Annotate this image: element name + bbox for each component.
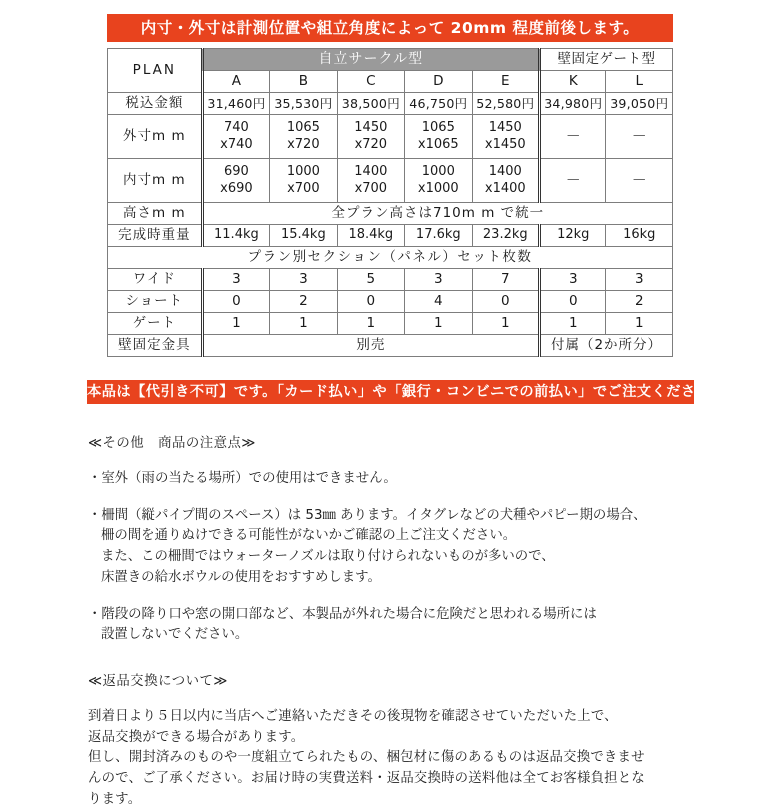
price-a: 31,460円: [202, 93, 269, 115]
table-row-weight: [108, 225, 673, 247]
returns-line-1: 到着日より５日以内に当店へご連絡いただきその後現物を確認させていただいた上で、: [88, 708, 618, 724]
note-hazard-line-2: 設置しないでください。: [101, 627, 249, 643]
short-c: 0: [337, 291, 404, 313]
inner-b-line1: 1000: [286, 164, 320, 180]
payment-restriction-banner: 本品は【代引き不可】です。「カード払い」や「銀行・コンビニでの前払い」でご注文ください。: [87, 380, 694, 404]
inner-a-line2: x690: [220, 180, 253, 196]
plan-col-l: L: [606, 71, 673, 93]
plan-col-d: D: [405, 71, 472, 93]
inner-a-line1: 690: [223, 164, 249, 180]
row-label-wide: ワイド: [108, 269, 203, 291]
weight-k: 12kg: [540, 225, 606, 247]
plan-col-k: K: [540, 71, 606, 93]
note-item-placement-hazard: [88, 605, 748, 647]
outer-a-line2: x740: [220, 136, 253, 152]
gate-b: 1: [270, 313, 337, 335]
weight-b: 15.4kg: [270, 225, 337, 247]
gate-l: 1: [606, 313, 673, 335]
plan-col-a: A: [202, 71, 269, 93]
price-l: 39,050円: [606, 93, 673, 115]
outer-b-line2: x720: [287, 136, 320, 152]
bracket-wall-value: 付属（2か所分）: [540, 335, 673, 357]
outer-d-line2: x1065: [417, 136, 459, 152]
inner-e-line1: 1400: [488, 164, 522, 180]
short-e: 0: [472, 291, 539, 313]
returns-line-3: 但し、開封済みのものや一度組立てられたもの、梱包材に傷のあるものは返品交換できませ: [88, 750, 645, 766]
table-row-outer-dimensions: [108, 115, 673, 159]
short-l: 2: [606, 291, 673, 313]
outer-c-line1: 1450: [354, 120, 388, 136]
plan-col-b: B: [270, 71, 337, 93]
row-label-gate: ゲート: [108, 313, 203, 335]
outer-b: [270, 115, 337, 159]
inner-c-line2: x700: [354, 180, 388, 196]
outer-d-line1: 1065: [421, 120, 455, 136]
price-c: 38,500円: [337, 93, 404, 115]
note-gap-line-1: ・柵間（縦パイプ間のスペース）は 53㎜ あります。イタグレなどの犬種やパピー期の場合、: [88, 507, 647, 523]
table-row-gate: [108, 313, 673, 335]
inner-c-line1: 1400: [354, 164, 388, 180]
row-label-weight: 完成時重量: [108, 225, 203, 247]
inner-d-line2: x1000: [417, 180, 459, 196]
notes-returns-heading: ≪返品交換について≫: [88, 674, 228, 690]
gate-d: 1: [405, 313, 472, 335]
bracket-plan-value: 別売: [202, 335, 539, 357]
row-label-short: ショート: [108, 291, 203, 313]
outer-k: －: [540, 115, 606, 159]
wide-d: 3: [405, 269, 472, 291]
row-label-height: 高さm m: [108, 203, 203, 225]
gate-a: 1: [202, 313, 269, 335]
outer-e-line2: x1450: [484, 136, 526, 152]
outer-l: －: [606, 115, 673, 159]
inner-d-line1: 1000: [421, 164, 455, 180]
table-row-inner-dimensions: [108, 159, 673, 203]
weight-d: 17.6kg: [405, 225, 472, 247]
plan-col-e: E: [472, 71, 539, 93]
short-b: 2: [270, 291, 337, 313]
note-gap-line-4: 床置きの給水ボウルの使用をおすすめします。: [101, 569, 381, 585]
note-hazard-line-1: ・階段の降り口や窓の開口部など、本製品が外れた場合に危険だと思われる場所には: [88, 606, 597, 622]
gate-c: 1: [337, 313, 404, 335]
product-spec-table: [107, 48, 673, 357]
wide-k: 3: [540, 269, 606, 291]
price-e: 52,580円: [472, 93, 539, 115]
returns-line-5: ります。: [88, 791, 142, 807]
weight-e: 23.2kg: [472, 225, 539, 247]
height-merged-value: 全プラン高さは710m m で統一: [202, 203, 672, 225]
dimension-disclaimer-banner: 内寸・外寸は計測位置や組立角度によって 20mm 程度前後します。: [107, 14, 673, 42]
returns-line-2: 返品交換ができる場合があります。: [88, 729, 305, 745]
header-plan-label: PLAN: [108, 49, 203, 93]
inner-a: [202, 159, 269, 203]
header-wall-mounted-group: 壁固定ゲート型: [540, 49, 673, 71]
inner-b-line2: x700: [287, 180, 320, 196]
note-gap-line-2: 柵の間を通りぬけできる可能性がないかご確認の上ご注文ください。: [101, 528, 517, 544]
inner-l: －: [606, 159, 673, 203]
note-outdoor-line-1: ・室外（雨の当たる場所）での使用はできません。: [88, 470, 397, 486]
panel-section-title: プラン別セクション（パネル）セット枚数: [108, 247, 673, 269]
inner-c: [337, 159, 404, 203]
wide-c: 5: [337, 269, 404, 291]
returns-policy-text: [88, 707, 748, 811]
outer-c-line2: x720: [354, 136, 388, 152]
inner-e: [472, 159, 539, 203]
note-item-gap-width: [88, 506, 748, 589]
short-a: 0: [202, 291, 269, 313]
outer-e-line1: 1450: [488, 120, 522, 136]
table-row-panel-section-title: [108, 247, 673, 269]
weight-l: 16kg: [606, 225, 673, 247]
table-row-price: [108, 93, 673, 115]
plan-col-c: C: [337, 71, 404, 93]
outer-a: [202, 115, 269, 159]
price-b: 35,530円: [270, 93, 337, 115]
inner-k: －: [540, 159, 606, 203]
weight-c: 18.4kg: [337, 225, 404, 247]
outer-d: [405, 115, 472, 159]
table-row-wide: [108, 269, 673, 291]
wide-b: 3: [270, 269, 337, 291]
table-row-group-header: [108, 49, 673, 71]
notes-section: [88, 434, 748, 811]
table-row-short: [108, 291, 673, 313]
row-label-price: 税込金額: [108, 93, 203, 115]
outer-b-line1: 1065: [286, 120, 320, 136]
wide-a: 3: [202, 269, 269, 291]
row-label-inner: 内寸m m: [108, 159, 203, 203]
note-item-outdoor: [88, 469, 748, 490]
spec-table-container: [107, 48, 673, 357]
wide-l: 3: [606, 269, 673, 291]
gate-k: 1: [540, 313, 606, 335]
returns-line-4: んので、ご了承ください。お届け時の実費送料・返品交換時の送料他は全てお客様負担とな: [88, 771, 645, 787]
outer-e: [472, 115, 539, 159]
notes-other-heading: ≪その他 商品の注意点≫: [88, 436, 256, 451]
gate-e: 1: [472, 313, 539, 335]
short-d: 4: [405, 291, 472, 313]
note-gap-line-3: また、この柵間ではウォーターノズルは取り付けられないものが多いので、: [101, 549, 555, 565]
outer-c: [337, 115, 404, 159]
price-d: 46,750円: [405, 93, 472, 115]
wide-e: 7: [472, 269, 539, 291]
header-free-standing-group: 自立サークル型: [202, 49, 539, 71]
price-k: 34,980円: [540, 93, 606, 115]
weight-a: 11.4kg: [202, 225, 269, 247]
short-k: 0: [540, 291, 606, 313]
inner-e-line2: x1400: [484, 180, 526, 196]
inner-b: [270, 159, 337, 203]
table-row-wall-bracket: [108, 335, 673, 357]
inner-d: [405, 159, 472, 203]
row-label-bracket: 壁固定金具: [108, 335, 203, 357]
outer-a-line1: 740: [223, 120, 249, 136]
row-label-outer: 外寸m m: [108, 115, 203, 159]
table-row-height: [108, 203, 673, 225]
